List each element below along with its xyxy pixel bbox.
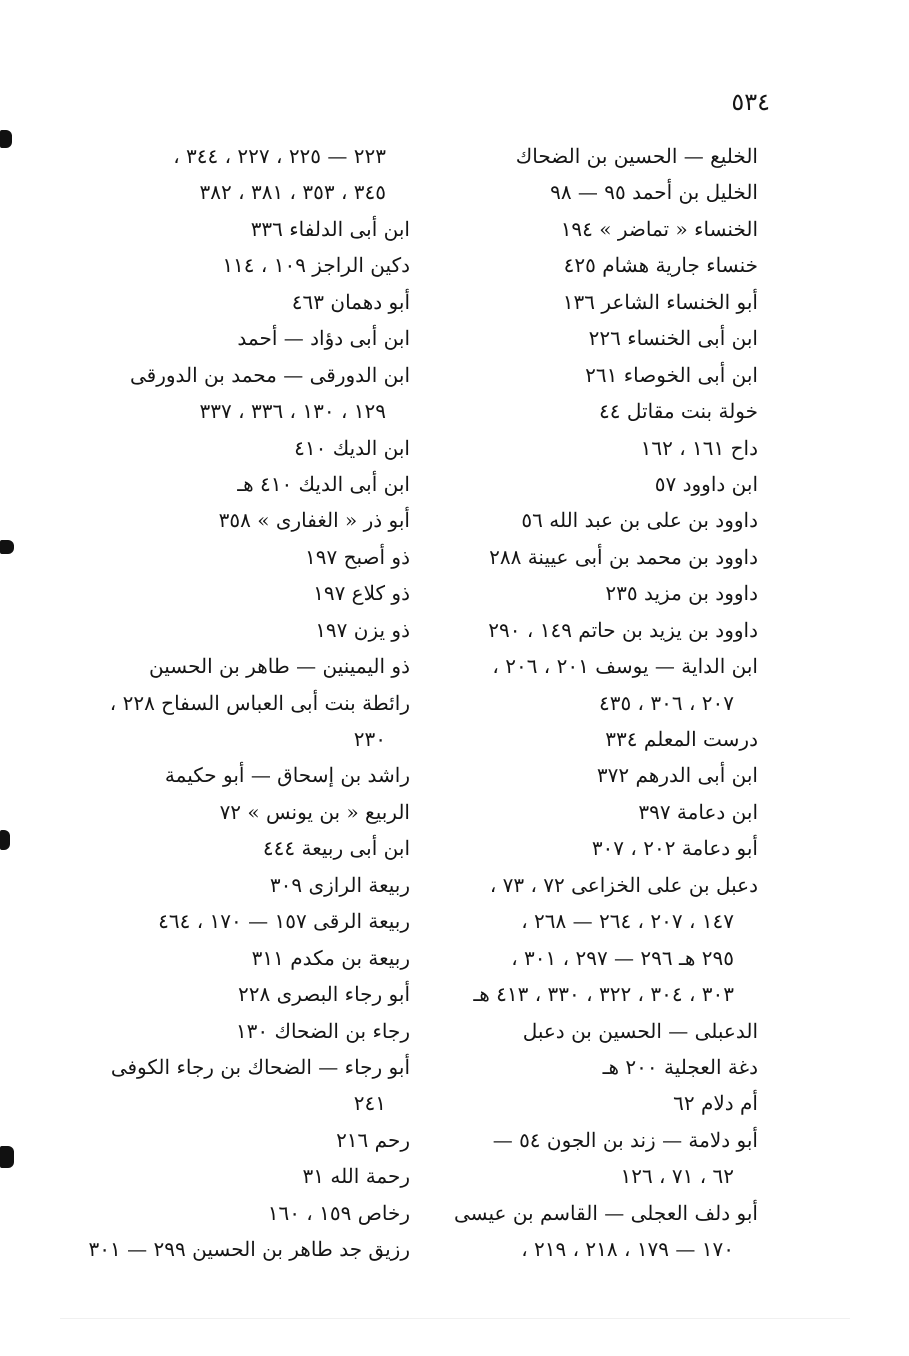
- index-entry: أبو دهمان ٤٦٣: [291, 289, 410, 314]
- index-entry: ابن الداية — يوسف ٢٠١ ، ٢٠٦ ،: [492, 654, 758, 679]
- index-entry: ابن دعامة ٣٩٧: [638, 799, 758, 824]
- index-entry: رزيق جد طاهر بن الحسين ٢٩٩ — ٣٠١: [88, 1237, 410, 1262]
- edge-mark: [0, 1146, 14, 1168]
- index-entry: الخنساء « تماضر » ١٩٤: [560, 216, 758, 241]
- index-entry: ابن الديك ٤١٠: [294, 435, 410, 460]
- index-entry: أبو دلف العجلى — القاسم بن عيسى: [453, 1200, 758, 1225]
- page-number: ٥٣٤: [731, 88, 770, 116]
- index-entry: ابن أبى الخوصاء ٢٦١: [585, 362, 758, 387]
- bottom-rule: [60, 1318, 850, 1319]
- index-entry: الدعبلى — الحسين بن دعبل: [522, 1018, 758, 1043]
- index-entry: ابن داوود ٥٧: [654, 471, 758, 496]
- index-entry: داوود بن على بن عبد الله ٥٦: [521, 508, 758, 533]
- index-entry: خنساء جارية هشام ٤٢٥: [563, 253, 758, 278]
- index-entry: أبو دلامة — زند بن الجون ٥٤ —: [492, 1127, 758, 1152]
- index-entry: ابن أبى دؤاد — أحمد: [237, 326, 410, 351]
- index-entry: ٢٤١: [353, 1091, 386, 1116]
- edge-mark: [0, 540, 14, 554]
- index-entry: ٢٣٠: [353, 727, 386, 751]
- index-entry: ابن أبى الديك ٤١٠ هـ: [237, 471, 410, 496]
- index-entry: دغة العجلية ٢٠٠ هـ: [602, 1054, 758, 1079]
- index-entry: أبو ذر « الغفارى » ٣٥٨: [218, 508, 410, 533]
- index-entry: ابن أبى الدلفاء ٣٣٦: [250, 216, 410, 241]
- index-entry: الربيع « بن يونس » ٧٢: [219, 799, 410, 824]
- index-entry: رجاء بن الضحاك ١٣٠: [235, 1018, 410, 1043]
- index-column-left: [88, 138, 410, 1268]
- index-entry: داوود بن محمد بن أبى عيينة ٢٨٨: [489, 544, 758, 569]
- index-entry: رخاص ١٥٩ ، ١٦٠: [267, 1200, 410, 1225]
- index-entry: داوود بن مزيد ٢٣٥: [605, 581, 758, 606]
- index-entry: دعبل بن على الخزاعى ٧٢ ، ٧٣ ،: [489, 872, 758, 897]
- index-entry: درست المعلم ٣٣٤: [605, 727, 758, 751]
- index-entry: ١٢٩ ، ١٣٠ ، ٣٣٦ ، ٣٣٧: [199, 399, 386, 424]
- index-entry: ذو اليمينين — طاهر بن الحسين: [149, 654, 410, 679]
- index-entry: ابن أبى الدرهم ٣٧٢: [596, 763, 758, 788]
- index-entry: ١٧٠ — ١٧٩ ، ٢١٨ ، ٢١٩ ،: [521, 1237, 734, 1262]
- index-entry: أبو رجاء البصرى ٢٢٨: [238, 982, 410, 1007]
- index-entry: ذو يزن ١٩٧: [315, 617, 410, 642]
- index-entry: ١٤٧ ، ٢٠٧ ، ٢٦٤ — ٢٦٨ ،: [521, 909, 734, 934]
- edge-mark: [0, 130, 12, 148]
- index-entry: راشد بن إسحاق — أبو حكيمة: [164, 763, 410, 788]
- index-entry: رحمة الله ٣١: [302, 1164, 410, 1189]
- index-entry: ربيعة الرقى ١٥٧ — ١٧٠ ، ٤٦٤: [158, 909, 410, 934]
- index-entry: ربيعة بن مكدم ٣١١: [251, 945, 410, 970]
- index-entry: خولة بنت مقاتل ٤٤: [599, 399, 758, 424]
- index-entry: أبو دعامة ٢٠٢ ، ٣٠٧: [591, 836, 758, 861]
- index-entry: الخليع — الحسين بن الضحاك: [515, 144, 758, 168]
- index-entry: الخليل بن أحمد ٩٥ — ٩٨: [550, 180, 758, 205]
- index-entry: ابن الدورقى — محمد بن الدورقى: [130, 362, 410, 387]
- index-entry: ٣٠٣ ، ٣٠٤ ، ٣٢٢ ، ٣٣٠ ، ٤١٣ هـ: [473, 982, 734, 1007]
- index-entry: ابن أبى ربيعة ٤٤٤: [262, 836, 410, 861]
- index-entry: أبو الخنساء الشاعر ١٣٦: [562, 289, 758, 314]
- index-entry: ذو أصبح ١٩٧: [305, 544, 410, 569]
- index-entry: داح ١٦١ ، ١٦٢: [640, 435, 758, 460]
- index-entry: ابن أبى الخنساء ٢٢٦: [588, 326, 758, 351]
- index-entry: ٢٠٧ ، ٣٠٦ ، ٤٣٥: [598, 690, 734, 715]
- index-entry: ٦٢ ، ٧١ ، ١٢٦: [620, 1164, 734, 1189]
- index-entry: أم دلام ٦٢: [673, 1091, 758, 1116]
- index-entry: رحم ٢١٦: [336, 1127, 410, 1152]
- index-entry: ذو كلاع ١٩٧: [313, 581, 410, 606]
- edge-mark: [0, 830, 10, 850]
- index-entry: ٢٩٥ هـ ٢٩٦ — ٢٩٧ ، ٣٠١ ،: [511, 945, 734, 970]
- index-entry: داوود بن يزيد بن حاتم ١٤٩ ، ٢٩٠: [488, 617, 758, 642]
- index-entry: ٣٤٥ ، ٣٥٣ ، ٣٨١ ، ٣٨٢: [199, 180, 386, 205]
- index-entry: أبو رجاء — الضحاك بن رجاء الكوفى: [110, 1054, 410, 1079]
- index-entry: رائطة بنت أبى العباس السفاح ٢٢٨ ،: [109, 690, 410, 715]
- index-entry: ٢٢٣ — ٢٢٥ ، ٢٢٧ ، ٣٤٤ ،: [173, 144, 386, 168]
- index-entry: ربيعة الرازى ٣٠٩: [269, 872, 410, 897]
- index-entry: دكين الراجز ١٠٩ ، ١١٤: [222, 253, 410, 278]
- index-column-right: [440, 138, 758, 1268]
